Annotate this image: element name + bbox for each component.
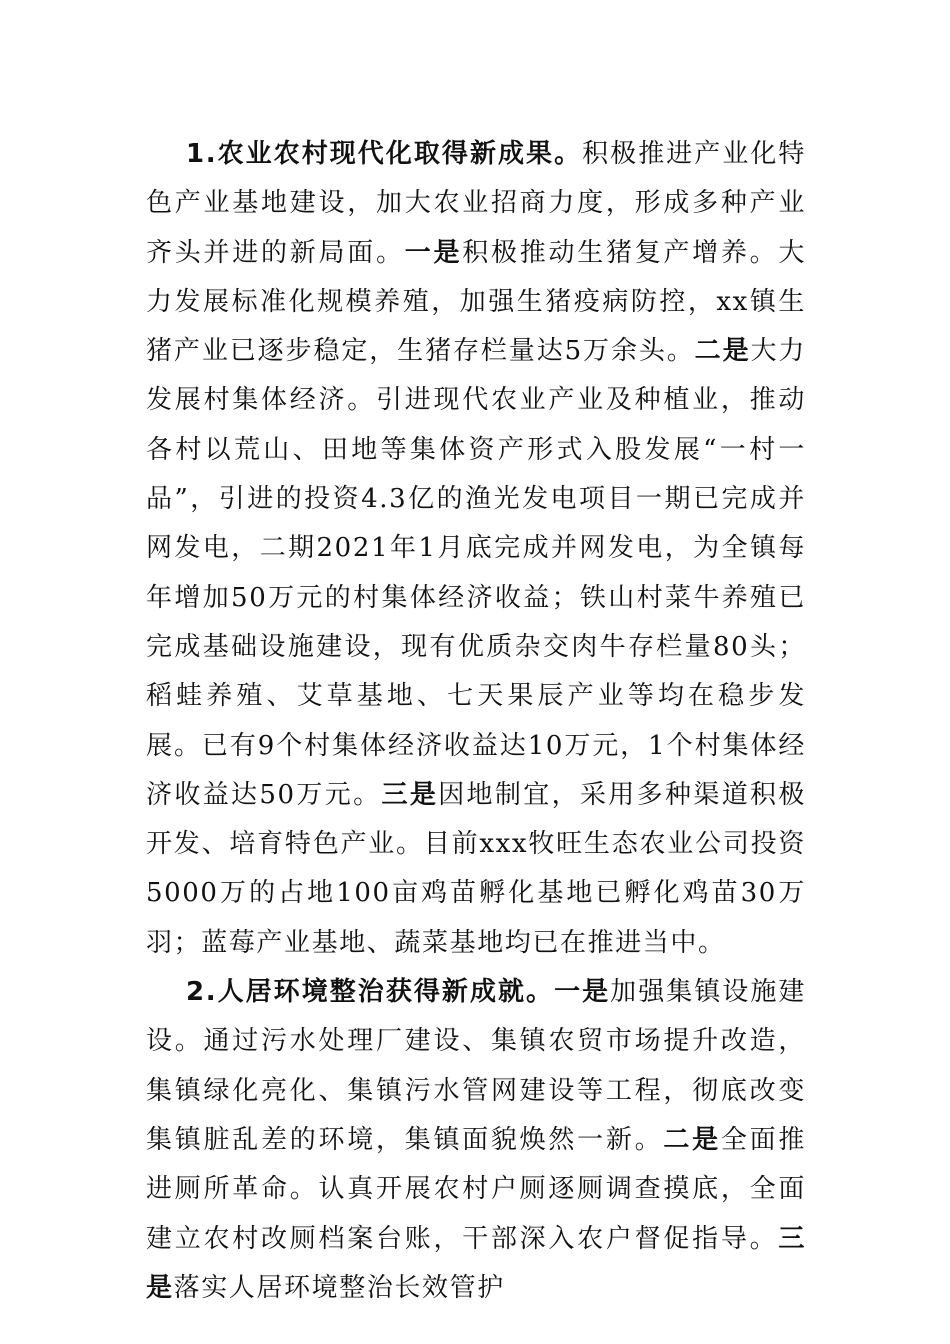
point-marker: 一是 <box>404 237 463 268</box>
point-marker: 二是 <box>663 1124 721 1155</box>
paragraph-heading: 1.农业农村现代化取得新成果。 <box>186 139 583 169</box>
document-body <box>146 130 806 1313</box>
paragraph-heading: 2.人居环境整治获得新成就。 <box>186 977 555 1008</box>
point-marker: 三是 <box>381 779 439 810</box>
point-marker: 一是 <box>554 977 611 1008</box>
paragraph-text: 加强集镇设施建设。通过污水处理厂建设、集镇农贸市场提升改造，集镇绿化亮化、集镇污水管网建设等工程，彻底改变集镇脏乱差的环境，集镇面貌焕然一新。 <box>146 977 806 1155</box>
paragraph-text: 落实人居环境整治长效管护 <box>173 1272 505 1303</box>
paragraph-text: 大力发展村集体经济。引进现代农业产业及种植业，推动各村以荒山、田地等集体资产形式入股发展“一村一品”，引进的投资4.3亿的渔光发电项目一期已完成并网发电，二期2021年1月底完成并网发电，为全镇每年增加50万元的村集体经济收益；铁山村菜牛养殖已完成基础设施建设，现有优质杂交肉牛存栏量80头；稻蛙养殖、艾草基地、七天果辰产业等均在稳步发展。已有9个村集体经济收益达10万元，1个村集体经济收益达50万元。 <box>146 336 807 810</box>
paragraph-text: 积极推动生猪复产增养。大力发展标准化规模养殖，加强生猪疫病防控，xx镇生猪产业已逐步稳定，生猪存栏量达5万余头。 <box>146 237 807 367</box>
paragraph-environment <box>146 968 806 1313</box>
point-marker: 三是 <box>146 1223 806 1303</box>
paragraph-agriculture <box>146 130 806 968</box>
paragraph-text: 全面推进厕所革命。认真开展农村户厕逐厕调查摸底，全面建立农村改厕档案台账，干部深入农户督促指导。 <box>146 1124 806 1254</box>
paragraph-text: 积极推进产业化特色产业基地建设，加大农业招商力度，形成多种产业齐头并进的新局面。 <box>146 139 806 268</box>
paragraph-text: 因地制宜，采用多种渠道积极开发、培育特色产业。目前xxx牧旺生态农业公司投资5000万的占地100亩鸡苗孵化基地已孵化鸡苗30万羽；蓝莓产业基地、蔬菜基地均已在推进当中。 <box>146 779 806 958</box>
point-marker: 二是 <box>694 336 751 367</box>
